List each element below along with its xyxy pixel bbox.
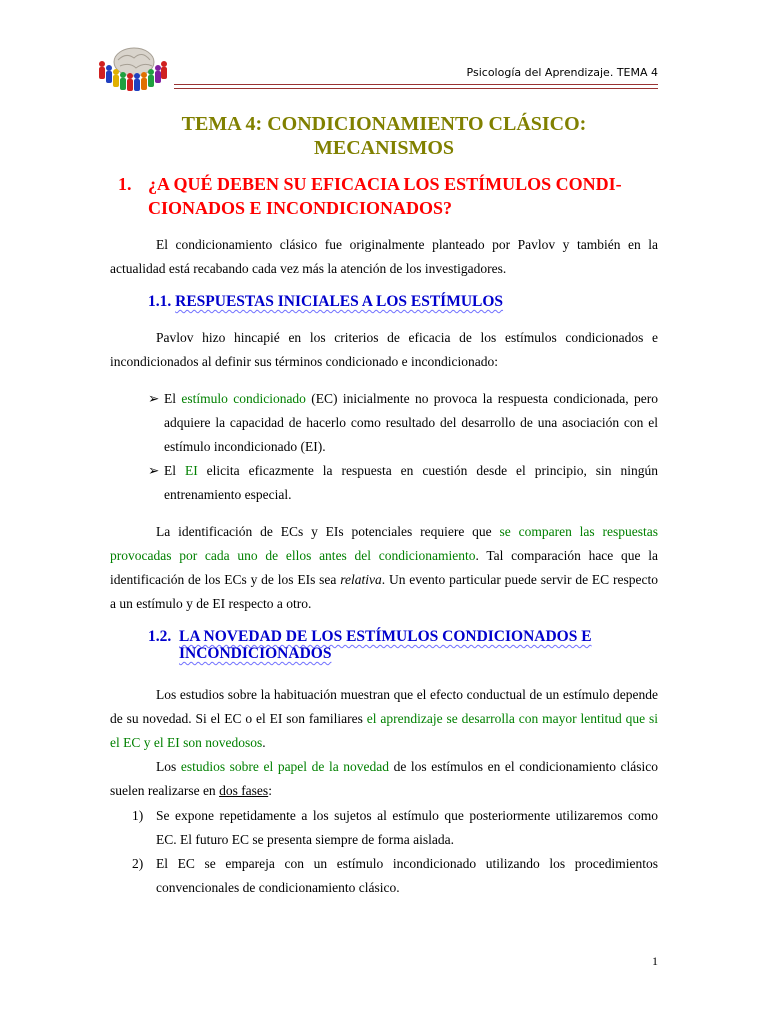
section-1-number: 1. — [118, 174, 132, 194]
bullet-2-highlight: EI — [184, 463, 198, 478]
arrow-bullet-icon: ➢ — [148, 391, 160, 406]
section-1-1-number: 1.1. — [148, 293, 172, 310]
section-1-2-title-line-2: INCONDICIONADOS — [179, 645, 332, 662]
arrow-bullet-icon: ➢ — [148, 463, 160, 478]
bullet-1-pre: El — [164, 391, 182, 406]
header-rule-top — [174, 84, 658, 85]
intro-paragraph — [110, 233, 658, 281]
ident-mid: . Tal comparación hace que la identificación de los ECs y de los EIs sea — [110, 548, 658, 587]
bullet-1-highlight: estímulo condicionado — [181, 391, 306, 406]
pavlov-text: Pavlov hizo hincapié en los criterios de eficacia de los estímulos condicionados e incondicionados al definir sus términos condicionado e incondicionado: — [110, 330, 658, 369]
phase-2-text: El EC se empareja con un estímulo incondicionado utilizando los procedimientos convencionales de condicionamiento clásico. — [156, 856, 658, 895]
habituation-highlight: el aprendizaje se desarrolla con mayor lentitud que si el EC y el EI son novedosos — [110, 711, 659, 750]
section-1-1-heading — [148, 292, 503, 311]
novelty-highlight: estudios sobre el papel de la novedad — [180, 759, 390, 774]
novelty-mid: de los estímulos en el condicionamiento clásico suelen realizarse en — [110, 759, 659, 798]
novelty-post: : — [268, 783, 272, 798]
phase-item-2 — [132, 852, 658, 900]
title-line-2: MECANISMOS — [313, 137, 454, 159]
novelty-paragraph — [110, 755, 658, 803]
habituation-paragraph — [110, 683, 658, 755]
novelty-pre: Los — [156, 759, 181, 774]
ident-italic: relativa — [340, 572, 382, 587]
novelty-underline: dos fases — [219, 783, 269, 798]
phase-2-number: 2) — [132, 856, 144, 871]
phase-item-1 — [132, 804, 658, 852]
bullet-item-ec — [148, 387, 658, 459]
document-title — [110, 112, 658, 160]
section-1-1-title: RESPUESTAS INICIALES A LOS ESTÍMULOS — [175, 293, 504, 310]
phase-1-text: Se expone repetidamente a los sujetos al estímulo que posteriormente utilizaremos como EC. El futuro EC se presenta siempre de forma aislada. — [156, 808, 658, 847]
intro-text: El condicionamiento clásico fue originalmente planteado por Pavlov y también en la actualidad está recabando cada vez más la atención de los investigadores. — [110, 237, 658, 276]
section-1-2-heading — [148, 627, 658, 663]
ident-highlight: se comparen las respuestas provocadas por cada uno de ellos antes del condicionamiento — [110, 524, 658, 563]
section-1-2-title-line-1: LA NOVEDAD DE LOS ESTÍMULOS CONDICIONADOS E — [179, 628, 592, 645]
habituation-post: . — [262, 735, 266, 750]
bullet-2-post: elicita eficazmente la respuesta en cuestión desde el principio, sin ningún entrenamiento especial. — [164, 463, 659, 502]
ident-post: . Un evento particular puede servir de EC respecto a un estímulo y de EI respecto a otro. — [110, 572, 658, 611]
phase-1-number: 1) — [132, 808, 144, 823]
ident-pre: La identificación de ECs y EIs potenciales requiere que — [156, 524, 500, 539]
brain-crowd-logo-icon — [96, 42, 170, 92]
bullet-item-ei — [148, 459, 658, 507]
habituation-pre: Los estudios sobre la habituación muestran que el efecto conductual de un estímulo depende de su novedad. Si el EC o el EI son familiares — [110, 687, 658, 726]
section-1-2-number: 1.2. — [148, 628, 172, 645]
header-rule-bottom — [174, 88, 658, 89]
identification-paragraph — [110, 520, 658, 616]
page-number: 1 — [652, 954, 658, 968]
section-1-title: ¿A QUÉ DEBEN SU EFICACIA LOS ESTÍMULOS CONDI-CIONADOS E INCONDICIONADOS? — [148, 174, 622, 218]
title-line-1: TEMA 4: CONDICIONAMIENTO CLÁSICO: — [181, 113, 587, 135]
pavlov-paragraph — [110, 326, 658, 374]
bullet-2-pre: El — [164, 463, 185, 478]
running-header: Psicología del Aprendizaje. TEMA 4 — [466, 66, 658, 79]
bullet-1-post: (EC) inicialmente no provoca la respuesta condicionada, pero adquiere la capacidad de hacerlo como resultado del desarrollo de una asociación con el estímulo incondicionado (EI). — [164, 391, 658, 454]
